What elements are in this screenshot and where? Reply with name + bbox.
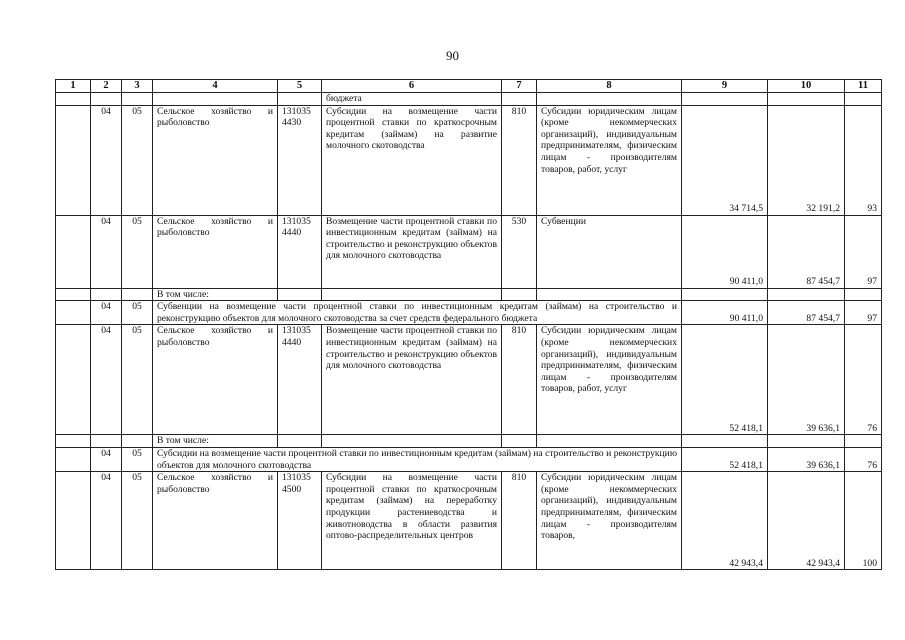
- subsection-code: 05: [122, 105, 153, 215]
- table-row-span: [56, 447, 882, 471]
- value-col11: 97: [845, 301, 882, 325]
- table-row: [56, 325, 882, 435]
- column-header: 9: [682, 80, 768, 93]
- table-row: [56, 472, 882, 570]
- column-header: 7: [502, 80, 537, 93]
- table-row: [56, 215, 882, 288]
- expense-type-name: Субсидии юридическим лицам (кроме некоммерческих организаций), индивидуальным предпринимателям, физическим лицам - производителям товаров, работ, услуг: [537, 325, 682, 435]
- value-col11: 97: [845, 215, 882, 288]
- value-col11: 100: [845, 472, 882, 570]
- section-name: Сельское хозяйство и рыболовство: [153, 325, 278, 435]
- table-row: [56, 105, 882, 215]
- budget-table: [55, 79, 882, 570]
- value-col10: 39 636,1: [768, 325, 845, 435]
- section-code: 04: [91, 105, 122, 215]
- section-code: 04: [91, 447, 122, 471]
- target-article-code: 131035 4440: [278, 215, 322, 288]
- table-row-span: [56, 301, 882, 325]
- target-article-code: 131035 4500: [278, 472, 322, 570]
- row-description: Возмещение части процентной ставки по инвестиционным кредитам (займам) на строительство и реконструкцию объектов для молочного скотоводства: [322, 215, 502, 288]
- section-code: 04: [91, 325, 122, 435]
- value-col9: 52 418,1: [682, 325, 768, 435]
- column-header: 8: [537, 80, 682, 93]
- subsection-code: 05: [122, 301, 153, 325]
- table-row-continuation: [56, 93, 882, 106]
- value-col11: 76: [845, 447, 882, 471]
- value-col9: 52 418,1: [682, 447, 768, 471]
- column-header: 4: [153, 80, 278, 93]
- note-text: В том числе:: [153, 288, 278, 301]
- value-col11: 93: [845, 105, 882, 215]
- column-header: 6: [322, 80, 502, 93]
- section-code: 04: [91, 301, 122, 325]
- target-article-code: 131035 4430: [278, 105, 322, 215]
- value-col9: 90 411,0: [682, 215, 768, 288]
- column-header: 3: [122, 80, 153, 93]
- target-article-code: 131035 4440: [278, 325, 322, 435]
- section-code: 04: [91, 215, 122, 288]
- section-code: 04: [91, 472, 122, 570]
- row-description: бюджета: [322, 93, 502, 106]
- value-col10: 42 943,4: [768, 472, 845, 570]
- value-col10: 87 454,7: [768, 215, 845, 288]
- value-col9: 42 943,4: [682, 472, 768, 570]
- value-col10: 39 636,1: [768, 447, 845, 471]
- subsection-code: 05: [122, 325, 153, 435]
- value-col10: 32 191,2: [768, 105, 845, 215]
- expense-type-code: 810: [502, 105, 537, 215]
- note-text: В том числе:: [153, 435, 278, 448]
- column-header: 5: [278, 80, 322, 93]
- subsection-code: 05: [122, 472, 153, 570]
- expense-type-name: Субвенции: [537, 215, 682, 288]
- column-header: 2: [91, 80, 122, 93]
- value-col9: 34 714,5: [682, 105, 768, 215]
- row-description: Субсидии на возмещение части процентной ставки по инвестиционным кредитам (займам) на строительство и реконструкцию объектов для молочного скотоводства: [153, 447, 682, 471]
- section-name: Сельское хозяйство и рыболовство: [153, 472, 278, 570]
- column-header: 10: [768, 80, 845, 93]
- table-row-note: [56, 288, 882, 301]
- table-row-note: [56, 435, 882, 448]
- expense-type-code: 810: [502, 325, 537, 435]
- page-number: 90: [446, 48, 459, 63]
- row-description: Возмещение части процентной ставки по инвестиционным кредитам (займам) на строительство и реконструкцию объектов для молочного скотоводства: [322, 325, 502, 435]
- section-name: Сельское хозяйство и рыболовство: [153, 105, 278, 215]
- row-description: Субвенции на возмещение части процентной ставки по инвестиционным кредитам (займам) на строительство и реконструкцию объектов для молочного скотоводства за счет средств федерального бюджета: [153, 301, 682, 325]
- row-description: Субсидии на возмещение части процентной ставки по краткосрочным кредитам (займам) на развитие молочного скотоводства: [322, 105, 502, 215]
- subsection-code: 05: [122, 215, 153, 288]
- column-header: 1: [56, 80, 91, 93]
- value-col10: 87 454,7: [768, 301, 845, 325]
- row-description: Субсидии на возмещение части процентной ставки по краткосрочным кредитам (займам) на переработку продукции растениеводства и животноводства в области развития оптово-распределительных центров: [322, 472, 502, 570]
- expense-type-name: Субсидии юридическим лицам (кроме некоммерческих организаций), индивидуальным предпринимателям, физическим лицам - производителям товаров,: [537, 472, 682, 570]
- value-col9: 90 411,0: [682, 301, 768, 325]
- column-header: 11: [845, 80, 882, 93]
- expense-type-code: 810: [502, 472, 537, 570]
- subsection-code: 05: [122, 447, 153, 471]
- section-name: Сельское хозяйство и рыболовство: [153, 215, 278, 288]
- table-header-row: [56, 80, 882, 93]
- value-col11: 76: [845, 325, 882, 435]
- expense-type-name: Субсидии юридическим лицам (кроме некоммерческих организаций), индивидуальным предпринимателям, физическим лицам - производителям товаров, работ, услуг: [537, 105, 682, 215]
- expense-type-code: 530: [502, 215, 537, 288]
